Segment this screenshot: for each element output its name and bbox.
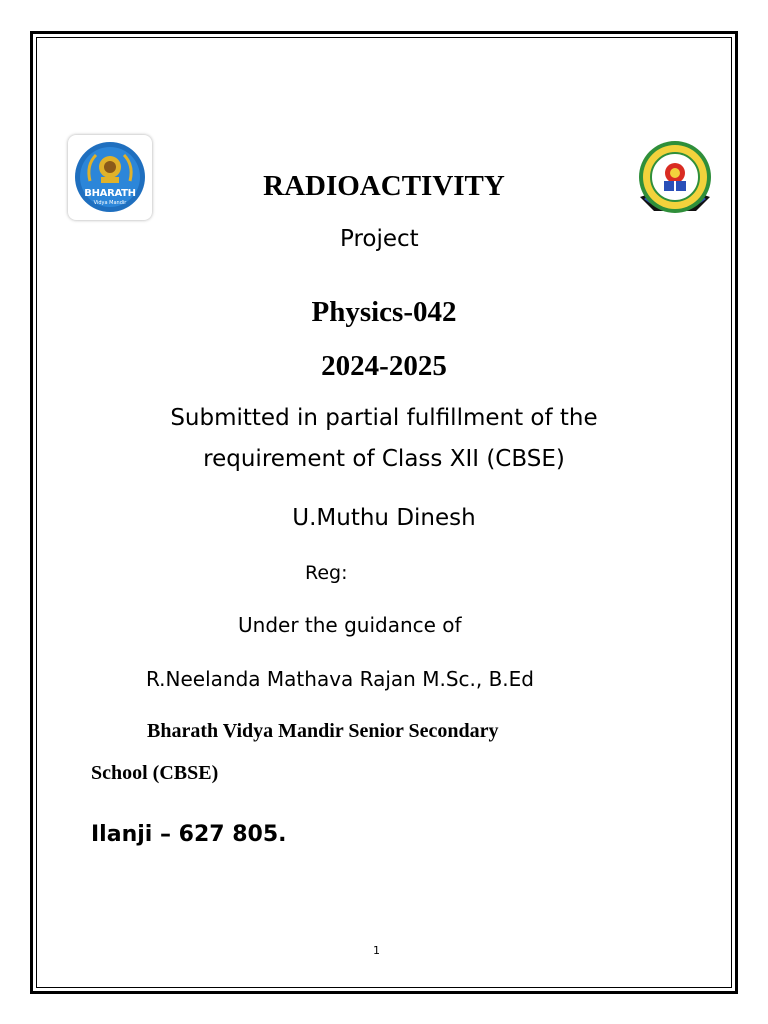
school-name-line-1: Bharath Vidya Mandir Senior Secondary bbox=[147, 720, 499, 742]
guidance-label: Under the guidance of bbox=[238, 613, 462, 637]
guide-name: R.Neelanda Mathava Rajan M.Sc., B.Ed bbox=[146, 667, 534, 691]
school-logo-subtext: Vidya Mandir bbox=[93, 200, 127, 206]
school-name-line-2: School (CBSE) bbox=[91, 762, 219, 784]
project-label: Project bbox=[340, 226, 419, 252]
submission-line-1: Submitted in partial fulfillment of the bbox=[170, 405, 598, 431]
student-name: U.Muthu Dinesh bbox=[292, 505, 476, 531]
page-number: 1 bbox=[373, 944, 380, 957]
submission-line-2: requirement of Class XII (CBSE) bbox=[203, 446, 565, 472]
reg-label: Reg: bbox=[305, 562, 348, 584]
academic-year: 2024-2025 bbox=[321, 350, 447, 382]
school-logo-brand: BHARATH bbox=[84, 188, 136, 199]
page-title: RADIOACTIVITY bbox=[263, 170, 505, 202]
school-address: Ilanji – 627 805. bbox=[91, 822, 287, 847]
subject-code: Physics-042 bbox=[311, 296, 457, 328]
